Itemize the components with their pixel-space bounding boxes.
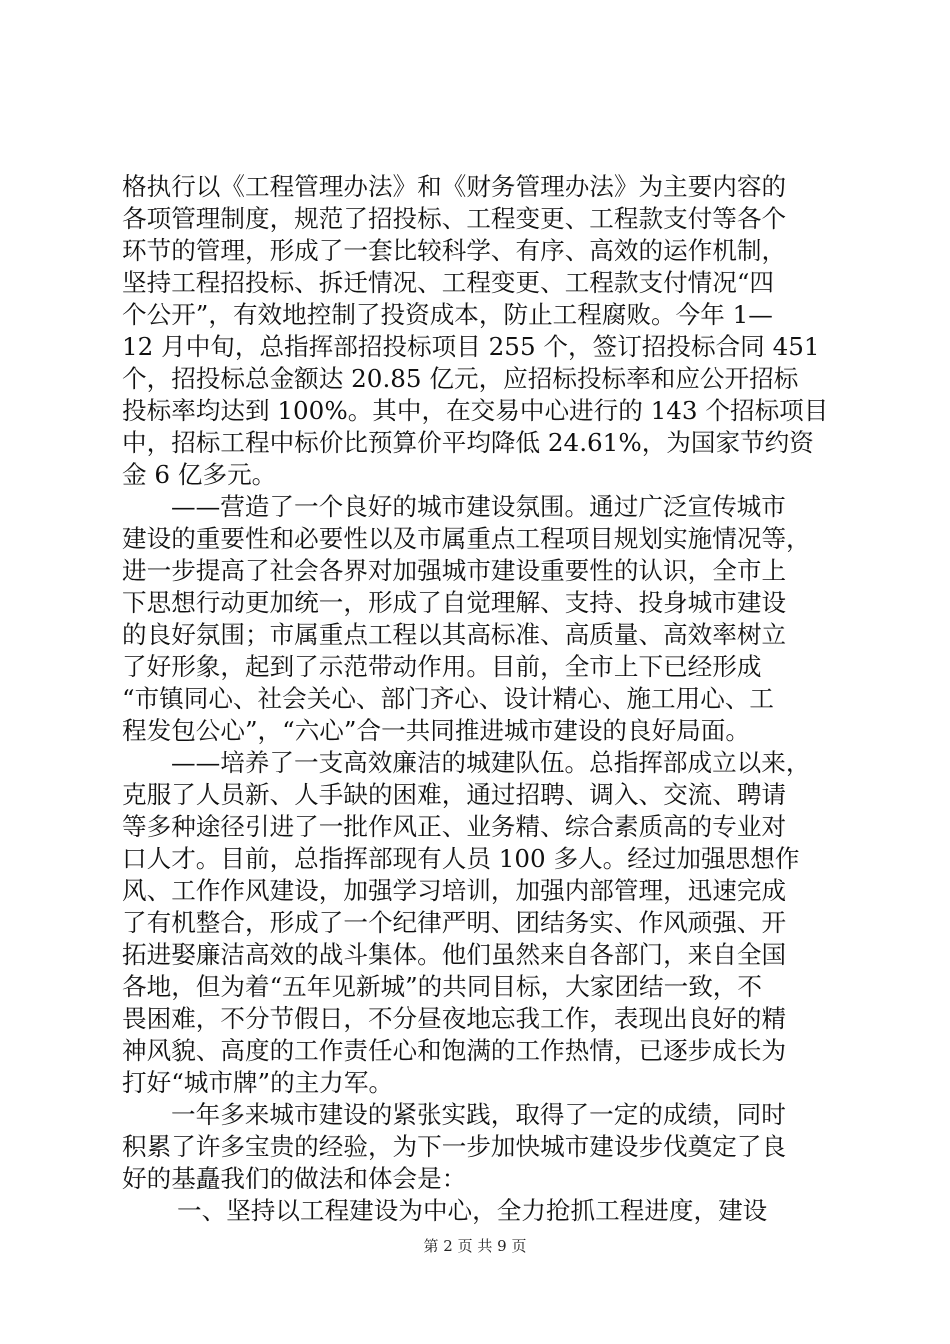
text-line: 的良好氛围；市属重点工程以其高标准、高质量、高效率树立 bbox=[122, 620, 787, 649]
text-line: 风、工作作风建设，加强学习培训，加强内部管理，迅速完成 bbox=[122, 876, 787, 905]
text-line: 了有机整合，形成了一个纪律严明、团结务实、作风顽强、开 bbox=[122, 908, 787, 937]
text-line: 中，招标工程中标价比预算价平均降低 24.61%，为国家节约资 bbox=[122, 428, 814, 457]
text-line: 程发包公心”，“六心”合一共同推进城市建设的良好局面。 bbox=[122, 716, 750, 745]
text-line: 投标率均达到 100%。其中，在交易中心进行的 143 个招标项目 bbox=[122, 396, 829, 425]
text-line: 打好“城市牌”的主力军。 bbox=[122, 1068, 394, 1097]
text-line: 克服了人员新、人手缺的困难，通过招聘、调入、交流、聘请 bbox=[122, 780, 787, 809]
text-line: 个，招投标总金额达 20.85 亿元，应招标投标率和应公开招标 bbox=[122, 364, 799, 393]
text-line: 拓进娶廉洁高效的战斗集体。他们虽然来自各部门，来自全国 bbox=[122, 940, 787, 969]
text-line: 个公开”，有效地控制了投资成本，防止工程腐败。今年 1— bbox=[122, 300, 773, 329]
text-line: 畏困难，不分节假日，不分昼夜地忘我工作，表现出良好的精 bbox=[122, 1004, 787, 1033]
text-line: 下思想行动更加统一，形成了自觉理解、支持、投身城市建设 bbox=[122, 588, 787, 617]
text-line: 12 月中旬，总指挥部招投标项目 255 个，签订招投标合同 451 bbox=[122, 332, 820, 361]
text-line: 神风貌、高度的工作责任心和饱满的工作热情，已逐步成长为 bbox=[122, 1036, 787, 1065]
document-body bbox=[122, 171, 834, 1227]
text-line: 了好形象，起到了示范带动作用。目前，全市上下已经形成 bbox=[122, 652, 762, 681]
text-line: 各地，但为着“五年见新城”的共同目标，大家团结一致，不 bbox=[122, 972, 762, 1001]
text-line: 进一步提高了社会各界对加强城市建设重要性的认识，全市上 bbox=[122, 556, 787, 585]
text-line: 等多种途径引进了一批作风正、业务精、综合素质高的专业对 bbox=[122, 812, 787, 841]
paragraph-start-line: ——营造了一个良好的城市建设氛围。通过广泛宣传城市 bbox=[171, 492, 786, 521]
paragraph-start-line: ——培养了一支高效廉洁的城建队伍。总指挥部成立以来， bbox=[171, 748, 811, 777]
text-line: 环节的管理，形成了一套比较科学、有序、高效的运作机制， bbox=[122, 236, 787, 265]
page-number-footer: 第 2 页 共 9 页 bbox=[423, 1237, 527, 1255]
text-line: “市镇同心、社会关心、部门齐心、设计精心、施工用心、工 bbox=[122, 684, 775, 713]
paragraph-start-line: 一年多来城市建设的紧张实践，取得了一定的成绩，同时 bbox=[171, 1100, 786, 1129]
text-line: 积累了许多宝贵的经验，为下一步加快城市建设步伐奠定了良 bbox=[122, 1132, 787, 1161]
text-line: 金 6 亿多元。 bbox=[122, 460, 277, 489]
section-heading-line: 一、坚持以工程建设为中心，全力抢抓工程进度，建设 bbox=[177, 1196, 768, 1225]
text-line: 格执行以《工程管理办法》和《财务管理办法》为主要内容的 bbox=[122, 172, 787, 201]
text-line: 坚持工程招投标、拆迁情况、工程变更、工程款支付情况“四 bbox=[122, 268, 775, 297]
text-line: 建设的重要性和必要性以及市属重点工程项目规划实施情况等， bbox=[122, 524, 811, 553]
text-line: 好的基矗我们的做法和体会是： bbox=[122, 1164, 467, 1193]
text-line: 口人才。目前，总指挥部现有人员 100 多人。经过加强思想作 bbox=[122, 844, 800, 873]
text-line: 各项管理制度，规范了招投标、工程变更、工程款支付等各个 bbox=[122, 204, 787, 233]
